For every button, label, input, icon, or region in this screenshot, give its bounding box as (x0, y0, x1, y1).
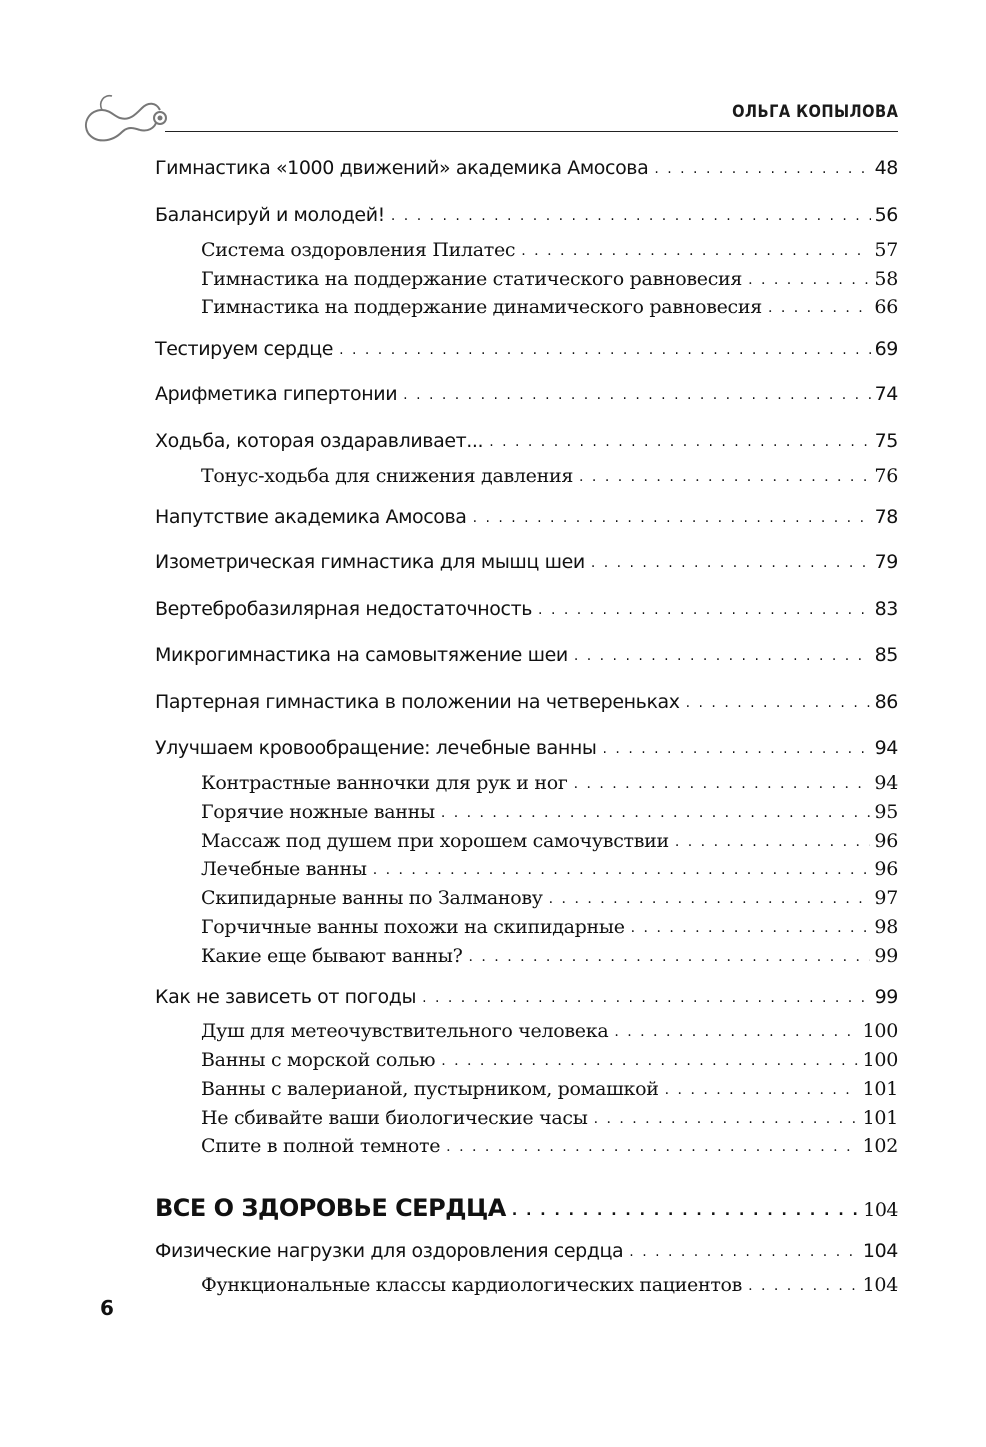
toc-entry-page: 104 (863, 1199, 898, 1221)
dot-leader (489, 434, 870, 448)
toc-entry[interactable] (155, 551, 898, 573)
dot-leader (549, 891, 871, 905)
dot-leader (391, 208, 871, 222)
toc-entry-page: 75 (874, 430, 898, 452)
toc-entry-title: Физические нагрузки для оздоровления сердца (155, 1240, 624, 1262)
toc-entry-title: Партерная гимнастика в положении на четвереньках (155, 691, 680, 713)
toc-entry-title: Микрогимнастика на самовытяжение шеи (155, 644, 568, 666)
dot-leader (422, 990, 871, 1004)
toc-entry-page: 101 (862, 1107, 898, 1129)
toc-entry-page: 83 (874, 598, 898, 620)
toc-entry[interactable] (155, 204, 898, 226)
dot-leader (373, 862, 871, 876)
toc-entry[interactable] (155, 1078, 898, 1100)
toc-entry[interactable] (155, 644, 898, 666)
toc-entry[interactable] (155, 916, 898, 938)
toc-entry-title: Гимнастика «1000 движений» академика Амосова (155, 157, 649, 179)
toc-entry-page: 48 (874, 157, 898, 179)
toc-entry-page: 96 (874, 858, 898, 880)
dot-leader (748, 1278, 859, 1292)
toc-entry[interactable] (155, 1194, 898, 1222)
toc-entry[interactable] (155, 986, 898, 1008)
toc-entry-title: Напутствие академика Амосова (155, 506, 467, 528)
toc-entry-page: 99 (874, 986, 898, 1008)
toc-entry[interactable] (155, 691, 898, 713)
toc-entry-title: Как не зависеть от погоды (155, 986, 417, 1008)
toc-entry[interactable] (155, 506, 898, 528)
toc-entry-page: 104 (862, 1240, 898, 1262)
running-header (0, 0, 986, 140)
toc-entry-title: Ванны с валерианой, пустырником, ромашкой (201, 1078, 659, 1100)
toc-entry-title: Функциональные классы кардиологических пациентов (201, 1274, 743, 1296)
toc-entry-title: Изометрическая гимнастика для мышц шеи (155, 551, 585, 573)
dot-leader (339, 342, 871, 356)
dot-leader (521, 243, 870, 257)
dot-leader (579, 469, 870, 483)
toc-entry-title: ВСЕ О ЗДОРОВЬЕ СЕРДЦА (155, 1194, 506, 1222)
toc-entry[interactable] (155, 1135, 898, 1157)
toc-entry-page: 78 (874, 506, 898, 528)
stethoscope-icon (78, 88, 178, 148)
toc-entry[interactable] (155, 296, 898, 318)
toc-entry-title: Не сбивайте ваши биологические часы (201, 1107, 588, 1129)
toc-entry[interactable] (155, 801, 898, 823)
toc-entry-page: 57 (874, 239, 898, 261)
page-number: 6 (100, 1296, 114, 1320)
dot-leader (473, 510, 871, 524)
toc-entry-title: Какие еще бывают ванны? (201, 945, 463, 967)
toc-entry[interactable] (155, 830, 898, 852)
toc-entry-title: Тонус-ходьба для снижения давления (201, 465, 574, 487)
dot-leader (538, 602, 871, 616)
toc-entry[interactable] (155, 1274, 898, 1296)
toc-entry[interactable] (155, 1020, 898, 1042)
toc-entry[interactable] (155, 858, 898, 880)
toc-entry[interactable] (155, 1240, 898, 1262)
toc-entry[interactable] (155, 430, 898, 452)
dot-leader (469, 949, 871, 963)
dot-leader (768, 300, 870, 314)
header-rule (165, 131, 898, 132)
dot-leader (441, 805, 871, 819)
toc-entry-title: Контрастные ванночки для рук и ног (201, 772, 568, 794)
toc-entry-title: Гимнастика на поддержание статического равновесия (201, 268, 743, 290)
toc-entry[interactable] (155, 239, 898, 261)
toc-entry-page: 58 (874, 268, 898, 290)
dot-leader (629, 1244, 859, 1258)
dot-leader (631, 920, 871, 934)
dot-leader (675, 834, 871, 848)
toc-entry-title: Горячие ножные ванны (201, 801, 435, 823)
toc-entry[interactable] (155, 465, 898, 487)
toc-entry[interactable] (155, 598, 898, 620)
dot-leader (686, 695, 871, 709)
dot-leader (748, 272, 870, 286)
toc-entry-page: 98 (874, 916, 898, 938)
toc-entry[interactable] (155, 772, 898, 794)
toc-entry-page: 101 (862, 1078, 898, 1100)
toc-entry-page: 102 (862, 1135, 898, 1157)
toc-entry-title: Скипидарные ванны по Залманову (201, 887, 543, 909)
toc-entry[interactable] (155, 383, 898, 405)
dot-leader (654, 161, 870, 175)
toc-entry[interactable] (155, 1107, 898, 1129)
dot-leader (512, 1203, 859, 1217)
author-name: ОЛЬГА КОПЫЛОВА (731, 102, 898, 122)
toc-entry-title: Массаж под душем при хорошем самочувствии (201, 830, 669, 852)
dot-leader (614, 1024, 858, 1038)
toc-entry-title: Вертебробазилярная недостаточность (155, 598, 533, 620)
toc-entry-title: Лечебные ванны (201, 858, 367, 880)
toc-entry-page: 76 (874, 465, 898, 487)
toc-entry-page: 86 (874, 691, 898, 713)
toc-entry[interactable] (155, 737, 898, 759)
toc-entry-title: Ванны с морской солью (201, 1049, 436, 1071)
dot-leader (574, 648, 871, 662)
toc-entry-title: Улучшаем кровообращение: лечебные ванны (155, 737, 597, 759)
toc-entry-page: 104 (862, 1274, 898, 1296)
toc-entry-page: 100 (862, 1049, 898, 1071)
toc-entry[interactable] (155, 1049, 898, 1071)
toc-entry-page: 74 (874, 383, 898, 405)
dot-leader (594, 1111, 859, 1125)
dot-leader (591, 555, 871, 569)
toc-entry-page: 99 (874, 945, 898, 967)
toc-entry[interactable] (155, 338, 898, 360)
toc-entry-title: Балансируй и молодей! (155, 204, 385, 226)
toc-entry[interactable] (155, 268, 898, 290)
toc-entry[interactable] (155, 945, 898, 967)
toc-entry-title: Тестируем сердце (155, 338, 334, 360)
toc-entry-page: 79 (874, 551, 898, 573)
toc-entry-title: Арифметика гипертонии (155, 383, 398, 405)
toc-entry-page: 97 (874, 887, 898, 909)
toc-entry-page: 56 (874, 204, 898, 226)
toc-entry-title: Спите в полной темноте (201, 1135, 441, 1157)
toc-entry-page: 100 (862, 1020, 898, 1042)
toc-entry-title: Ходьба, которая оздаравливает... (155, 430, 484, 452)
dot-leader (446, 1139, 858, 1153)
toc-entry-page: 95 (874, 801, 898, 823)
toc-entry-title: Душ для метеочувствительного человека (201, 1020, 609, 1042)
dot-leader (574, 776, 871, 790)
toc-entry[interactable] (155, 887, 898, 909)
dot-leader (441, 1053, 858, 1067)
toc-entry-title: Гимнастика на поддержание динамического равновесия (201, 296, 762, 318)
dot-leader (665, 1082, 859, 1096)
toc-entry-page: 94 (874, 772, 898, 794)
toc-entry-page: 96 (874, 830, 898, 852)
toc-entry-page: 66 (874, 296, 898, 318)
toc-entry-page: 85 (874, 644, 898, 666)
toc-entry[interactable] (155, 157, 898, 179)
toc-entry-page: 69 (874, 338, 898, 360)
toc-entry-page: 94 (874, 737, 898, 759)
toc-entry-title: Система оздоровления Пилатес (201, 239, 516, 261)
dot-leader (403, 387, 870, 401)
toc-entry-title: Горчичные ванны похожи на скипидарные (201, 916, 625, 938)
dot-leader (603, 741, 871, 755)
